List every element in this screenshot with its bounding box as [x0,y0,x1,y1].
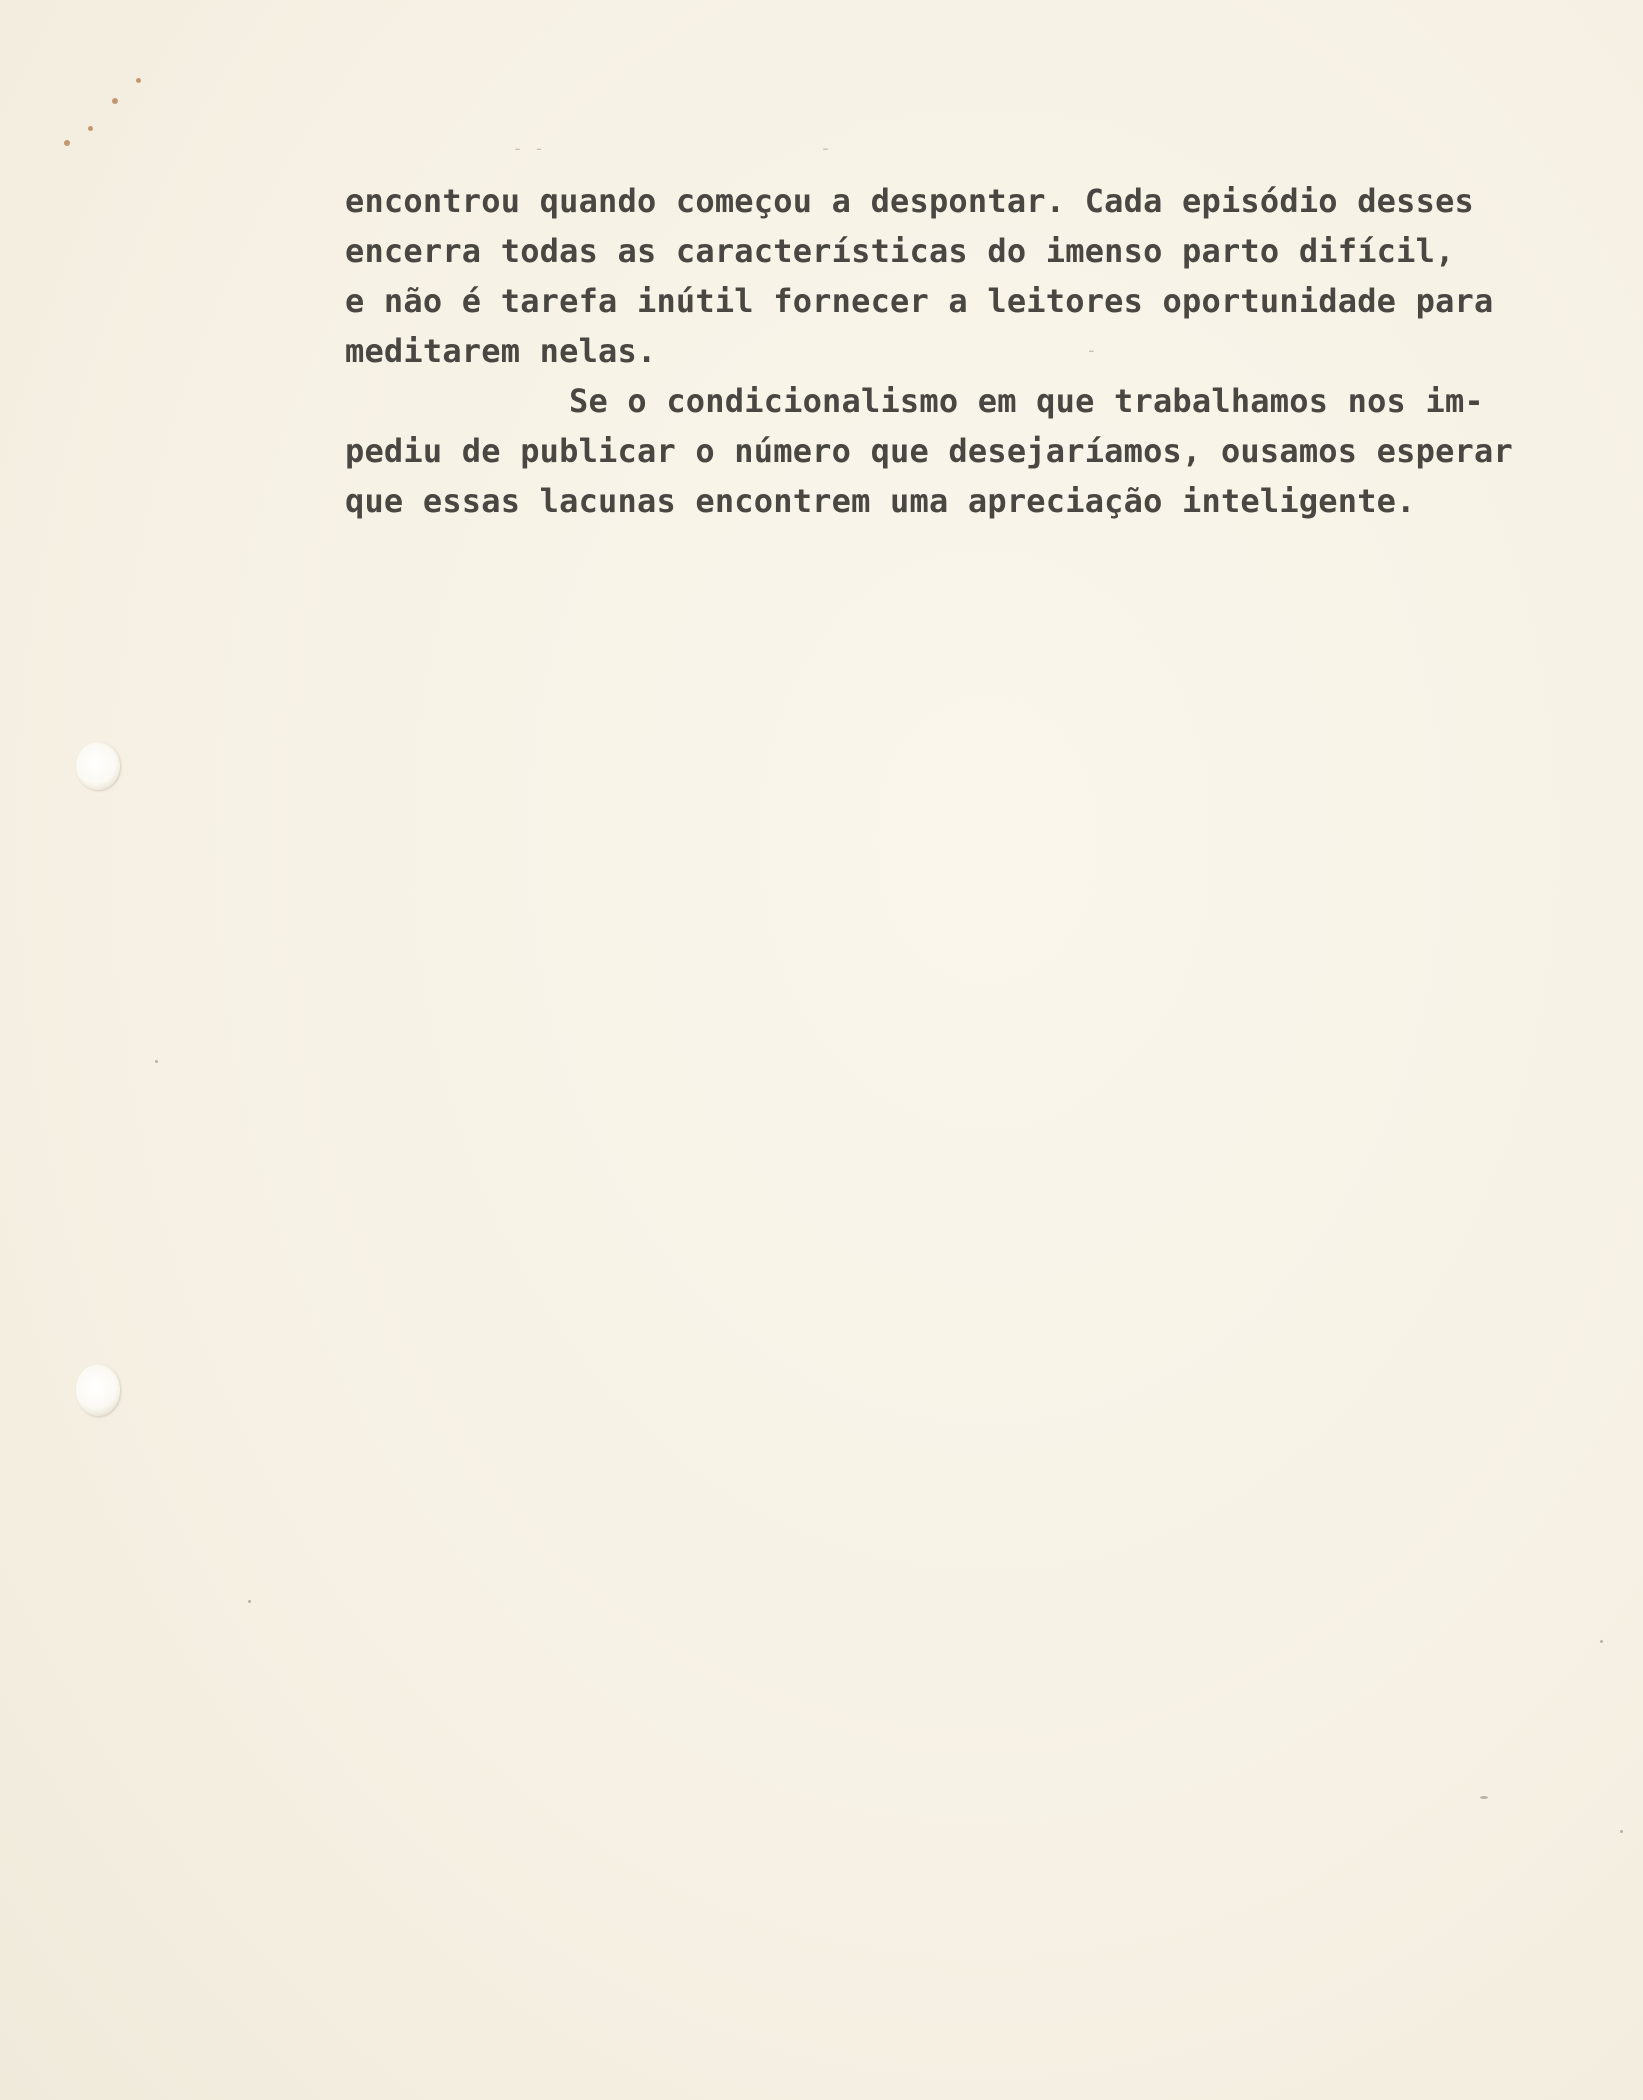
text-line: meditarem nelas. [345,332,657,370]
paragraph-2 [345,376,1585,526]
paragraph-1 [345,176,1585,376]
rust-spot [88,126,93,131]
registration-mark: - - [512,138,545,159]
typed-text-body [345,176,1585,526]
registration-mark: - [820,138,831,159]
text-line: que essas lacunas encontrem uma apreciação inteligente. [345,482,1416,520]
registration-mark: - [1086,340,1097,361]
rust-spot [136,78,141,83]
text-line-indented: Se o condicionalismo em que trabalhamos nos im- [569,382,1484,420]
speck [1480,1796,1488,1799]
speck [248,1600,251,1603]
text-line: e não é tarefa inútil fornecer a leitores oportunidade para [345,282,1494,320]
speck [1600,1640,1603,1643]
text-line: pediu de publicar o número que desejaríamos, ousamos esperar [345,432,1513,470]
rust-spot [112,98,118,104]
punch-hole-upper [76,742,120,790]
text-line: encontrou quando começou a despontar. Cada episódio desses [345,182,1475,220]
punch-hole-lower [76,1364,120,1416]
rust-spot [64,140,70,146]
speck [155,1060,158,1063]
text-line: encerra todas as características do imenso parto difícil, [345,232,1455,270]
speck [1620,1830,1623,1833]
